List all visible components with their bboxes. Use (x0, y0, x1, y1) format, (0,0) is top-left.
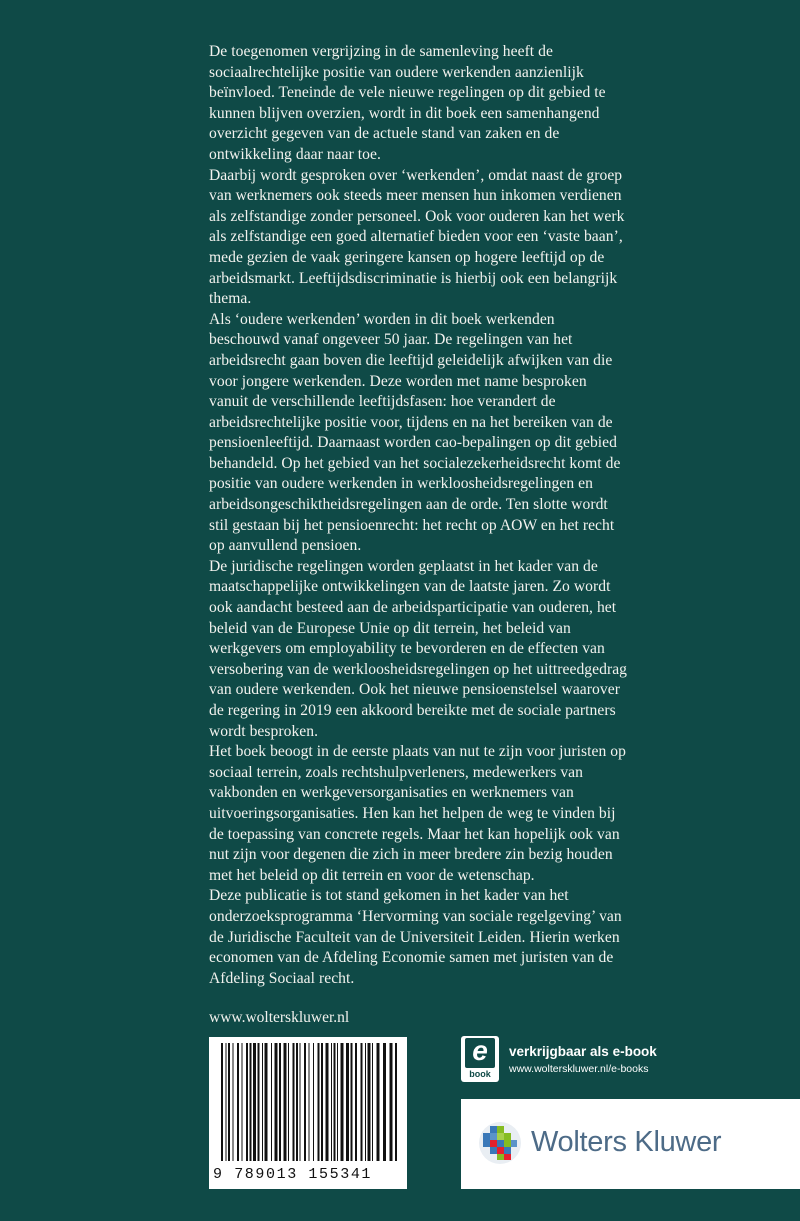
wolters-kluwer-logo-icon (477, 1120, 523, 1166)
barcode-bar (334, 1043, 336, 1161)
barcode-bars (209, 1037, 407, 1167)
blurb-paragraph-1: De toegenomen vergrijzing in de samenleving heeft de sociaalrechtelijke positie van oudere werkenden aanzienlijk beïnvloed. Teneinde de vele nieuwe regelingen op dit gebied te kunnen blijven overzien, wordt in dit boek een samenhangend overzicht gegeven van de actuele stand van zaken en de ontwikkeling daar naar toe. (209, 43, 606, 163)
e-book-icon (461, 1036, 499, 1082)
e-book-icon-letter: e (465, 1038, 495, 1068)
barcode-bar (221, 1043, 223, 1161)
barcode-bar (293, 1043, 295, 1161)
ebook-url[interactable]: www.wolterskluwer.nl/e-books (509, 1063, 649, 1075)
barcode-bar (361, 1043, 363, 1161)
barcode-bar (390, 1043, 393, 1161)
barcode-bar (284, 1043, 287, 1161)
barcode-bar (242, 1043, 243, 1161)
barcode-bar (275, 1043, 278, 1161)
barcode-bar (271, 1043, 272, 1161)
barcode-bar (253, 1043, 256, 1161)
barcode-bar (368, 1043, 371, 1161)
barcode-bar (372, 1043, 373, 1161)
barcode-bar (304, 1043, 306, 1161)
barcode-bar (237, 1043, 239, 1161)
publisher-logo-panel (461, 1099, 800, 1189)
blurb-paragraph-2: Daarbij wordt gesproken over ‘werkenden’, omdat naast de groep van werknemers ook steeds meer mensen hun inkomen verdienen als zelfstandige zonder personeel. Ook voor ouderen kan het werk als zelfstandige een goed alternatief bieden voor een ‘vaste baan’, mede gezien de vaak geringere kansen op hogere leeftijd op de arbeidsmarkt. Leeftijdsdiscriminatie is hierbij ook een belangrijk thema. (209, 166, 625, 308)
isbn-barcode (209, 1037, 407, 1189)
barcode-bar (313, 1043, 314, 1161)
barcode-bar (258, 1043, 260, 1161)
blurb-paragraph-4: De juridische regelingen worden geplaatst in het kader van de maatschappelijke ontwikkelingen van de laatste jaren. Zo wordt ook aandacht besteed aan de arbeidsparticipatie van ouderen, het beleid van de Europese Unie op dit terrein, het beleid van werkgevers om employability te bevorderen en de effecten van versobering van de werkloosheidsregelingen op het uittreedgedrag van oudere werkenden. Ook het nieuwe pensioenstelsel waarover de regering in 2019 een akkoord bereikte met de sociale partners wordt besproken. (209, 557, 628, 740)
barcode-bar (262, 1043, 263, 1161)
barcode-bar (355, 1043, 357, 1161)
blurb-paragraph-5: Het boek beoogt in de eerste plaats van nut te zijn voor juristen op sociaal terrein, zoals rechtshulpverleners, medewerkers van vakbonden en werkgeversorganisaties en werknemers van uitvoeringsorganisaties. Hen kan het helpen de weg te vinden bij de toepassing van concrete regels. Maar het kan hopelijk ook van nut zijn voor degenen die zich in meer bredere zin bezig houden met het beleid op dit terrein en voor de wetenschap. (209, 743, 626, 884)
barcode-bar (300, 1043, 301, 1161)
barcode-bar (279, 1043, 281, 1161)
barcode-bar (288, 1043, 289, 1161)
isbn-number: 9 789013 155341 (213, 1166, 373, 1183)
barcode-bar (265, 1043, 268, 1161)
barcode-bar (351, 1043, 353, 1161)
barcode-bar (318, 1043, 320, 1161)
barcode-bar (228, 1043, 230, 1161)
barcode-bar (395, 1043, 397, 1161)
barcode-bar (246, 1043, 248, 1161)
barcode-bar (341, 1043, 344, 1161)
barcode-bar (321, 1043, 323, 1161)
barcode-bar (383, 1043, 386, 1161)
barcode-bar (309, 1043, 310, 1161)
barcode-bar (233, 1043, 234, 1161)
back-cover-blurb (209, 42, 629, 989)
wolters-kluwer-wordmark: Wolters Kluwer (531, 1126, 722, 1158)
barcode-bar (346, 1043, 349, 1161)
barcode-bar (331, 1043, 332, 1161)
barcode-bar (326, 1043, 329, 1161)
e-book-icon-label: book (469, 1069, 491, 1079)
barcode-bar (226, 1043, 227, 1161)
barcode-bar (337, 1043, 338, 1161)
blurb-paragraph-3: Als ‘oudere werkenden’ worden in dit boek werkenden beschouwd vanaf ongeveer 50 jaar. De regelingen van het arbeidsrecht gaan boven die leeftijd geleidelijk afwijken van die voor jongere werkenden. Deze worden met name besproken vanuit de verschillende leeftijdsfasen: hoe verandert de arbeidsrechtelijke positie voor, tijdens en na het bereiken van de pensioenleeftijd. Daarnaast worden cao-bepalingen op dit gebied behandeld. Op het gebied van het socialezekerheidsrecht komt de positie van oudere werkenden in werkloosheidsregelingen en arbeidsongeschiktheidsregelingen aan de orde. Ten slotte wordt stil gestaan bij het pensioenrecht: het recht op AOW en het recht op aanvullend pensioen. (209, 310, 621, 555)
ebook-label: verkrijgbaar als e-book (509, 1044, 657, 1059)
barcode-bar (377, 1043, 380, 1161)
barcode-bar (250, 1043, 252, 1161)
publisher-url[interactable]: www.wolterskluwer.nl (209, 1009, 350, 1026)
blurb-paragraph-6: Deze publicatie is tot stand gekomen in het kader van het onderzoeksprogramma ‘Hervorming van sociale regelgeving’ van de Juridische Faculteit van de Universiteit Leiden. Hierin werken economen van de Afdeling Economie samen met juristen van de Afdeling Sociaal recht. (209, 887, 622, 987)
barcode-bar (296, 1043, 298, 1161)
barcode-bar (365, 1043, 366, 1161)
